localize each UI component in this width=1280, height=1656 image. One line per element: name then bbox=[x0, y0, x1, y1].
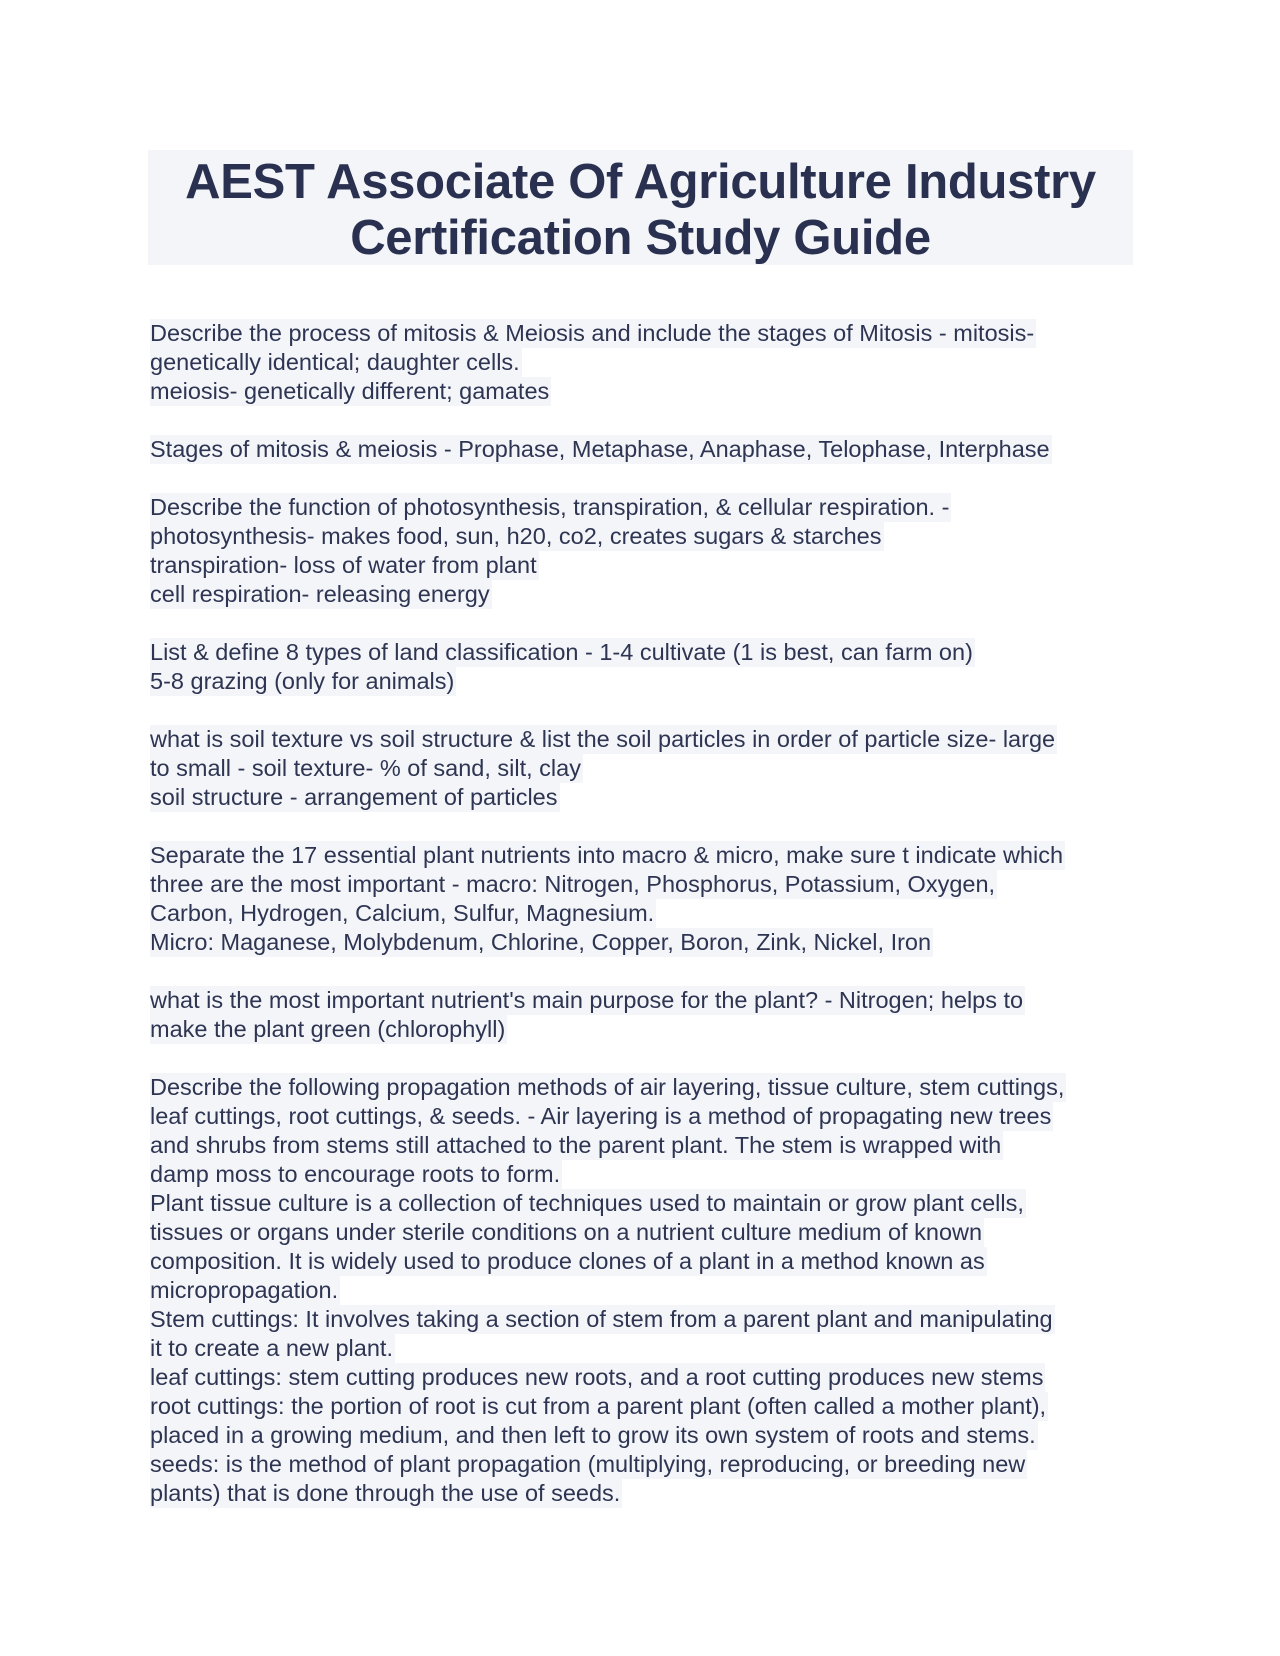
text-line: damp moss to encourage roots to form. bbox=[150, 1161, 561, 1187]
text-line: Describe the function of photosynthesis, transpiration, & cellular respiration. - bbox=[150, 494, 950, 520]
text-line: Describe the following propagation methods of air layering, tissue culture, stem cuttings, bbox=[150, 1074, 1065, 1100]
text-line: what is soil texture vs soil structure & list the soil particles in order of particle size- large bbox=[150, 726, 1056, 752]
entry-plant-nutrients bbox=[150, 841, 1140, 957]
text-line: Micro: Maganese, Molybdenum, Chlorine, Copper, Boron, Zink, Nickel, Iron bbox=[150, 929, 932, 955]
text-line: Stages of mitosis & meiosis - Prophase, Metaphase, Anaphase, Telophase, Interphase bbox=[150, 436, 1050, 462]
entry-stages bbox=[150, 435, 1140, 464]
text-line: soil structure - arrangement of particles bbox=[150, 784, 558, 810]
document-title bbox=[148, 150, 1133, 265]
text-line: genetically identical; daughter cells. bbox=[150, 349, 520, 375]
text-line: plants) that is done through the use of seeds. bbox=[150, 1480, 621, 1506]
text-line: Carbon, Hydrogen, Calcium, Sulfur, Magnesium. bbox=[150, 900, 655, 926]
entry-mitosis-meiosis bbox=[150, 319, 1140, 406]
text-line: List & define 8 types of land classification - 1-4 cultivate (1 is best, can farm on) bbox=[150, 639, 973, 665]
text-line: make the plant green (chlorophyll) bbox=[150, 1016, 506, 1042]
text-line: composition. It is widely used to produce clones of a plant in a method known as bbox=[150, 1248, 985, 1274]
text-line: micropropagation. bbox=[150, 1277, 339, 1303]
text-line: placed in a growing medium, and then left to grow its own system of roots and stems. bbox=[150, 1422, 1036, 1448]
text-line: seeds: is the method of plant propagation (multiplying, reproducing, or breeding new bbox=[150, 1451, 1026, 1477]
text-line: leaf cuttings, root cuttings, & seeds. - Air layering is a method of propagating new trees bbox=[150, 1103, 1052, 1129]
text-line: 5-8 grazing (only for animals) bbox=[150, 668, 455, 694]
text-line: three are the most important - macro: Nitrogen, Phosphorus, Potassium, Oxygen, bbox=[150, 871, 996, 897]
title-line-2: Certification Study Guide bbox=[350, 211, 931, 265]
entry-propagation bbox=[150, 1073, 1140, 1508]
text-line: transpiration- loss of water from plant bbox=[150, 552, 537, 578]
text-line: Describe the process of mitosis & Meiosis and include the stages of Mitosis - mitosis- bbox=[150, 320, 1035, 346]
entry-soil-texture bbox=[150, 725, 1140, 812]
entry-land-classification bbox=[150, 638, 1140, 696]
text-line: it to create a new plant. bbox=[150, 1335, 393, 1361]
text-line: and shrubs from stems still attached to the parent plant. The stem is wrapped with bbox=[150, 1132, 1002, 1158]
entry-nitrogen bbox=[150, 986, 1140, 1044]
text-line: tissues or organs under sterile conditions on a nutrient culture medium of known bbox=[150, 1219, 983, 1245]
text-line: Stem cuttings: It involves taking a section of stem from a parent plant and manipulating bbox=[150, 1306, 1053, 1332]
text-line: Plant tissue culture is a collection of techniques used to maintain or grow plant cells, bbox=[150, 1190, 1024, 1216]
text-line: Separate the 17 essential plant nutrients into macro & micro, make sure t indicate which bbox=[150, 842, 1064, 868]
text-line: root cuttings: the portion of root is cut from a parent plant (often called a mother plant), bbox=[150, 1393, 1047, 1419]
text-line: what is the most important nutrient's main purpose for the plant? - Nitrogen; helps to bbox=[150, 987, 1024, 1013]
text-line: to small - soil texture- % of sand, silt, clay bbox=[150, 755, 581, 781]
entry-photosynthesis bbox=[150, 493, 1140, 609]
text-line: photosynthesis- makes food, sun, h20, co2, creates sugars & starches bbox=[150, 523, 882, 549]
text-line: cell respiration- releasing energy bbox=[150, 581, 490, 607]
text-line: meiosis- genetically different; gamates bbox=[150, 378, 550, 404]
study-guide-content bbox=[150, 319, 1140, 1537]
title-line-1: AEST Associate Of Agriculture Industry bbox=[185, 155, 1096, 209]
text-line: leaf cuttings: stem cutting produces new roots, and a root cutting produces new stems bbox=[150, 1364, 1044, 1390]
